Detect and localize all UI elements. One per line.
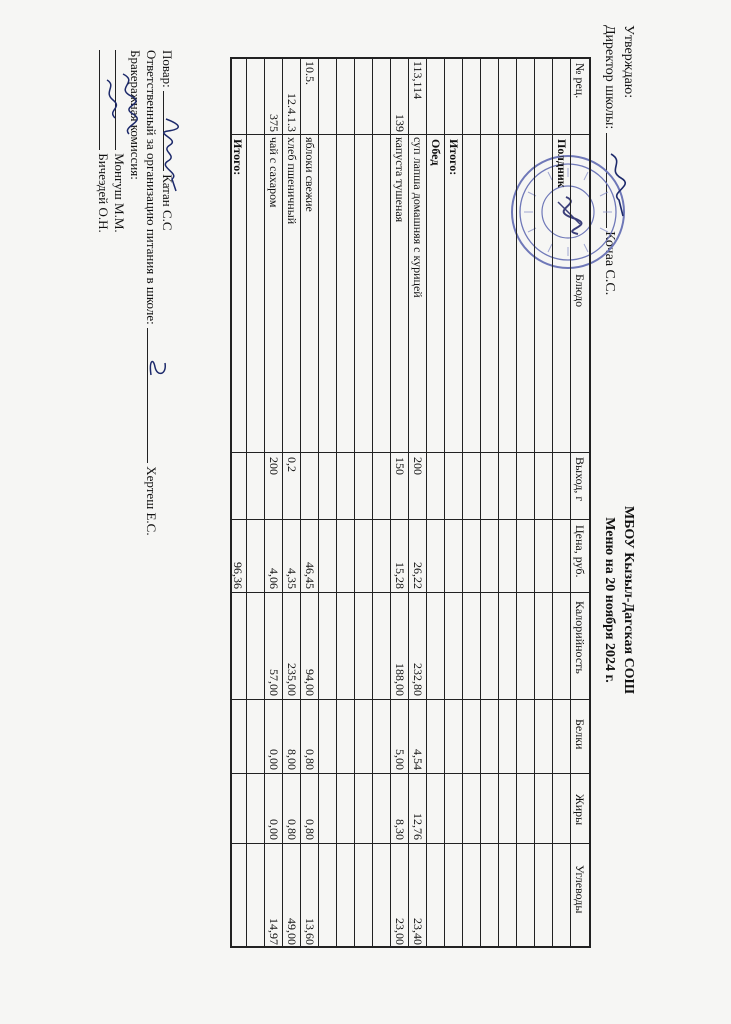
row3-rec: 10.5. <box>303 61 317 85</box>
row3-fat: 0,80 <box>303 819 317 840</box>
row4-yield: 0,2 <box>285 457 299 472</box>
row5-dish: чай с сахаром <box>267 137 281 208</box>
row1-protein: 4,54 <box>411 749 425 770</box>
row1-dish: суп лапша домашняя с курицей <box>411 137 425 298</box>
row5-protein: 0,00 <box>267 749 281 770</box>
col-header-yield: Выход, г <box>573 457 587 502</box>
grand-total-label: Итого: <box>231 139 245 176</box>
row4-rec: 12.4.1.3 <box>285 93 299 132</box>
row3-carbs: 13,60 <box>303 918 317 945</box>
responsible-label: Ответственный за организацию питания в школе: <box>144 50 159 325</box>
commission-label: Бракеражная комиссия: <box>128 50 143 180</box>
row4-protein: 8,00 <box>285 749 299 770</box>
director-signature-scribble <box>603 150 629 220</box>
row2-protein: 5,00 <box>393 749 407 770</box>
director-label: Директор школы: <box>602 25 617 130</box>
row4-price: 4,35 <box>285 568 299 589</box>
row2-dish: капуста тушеная <box>393 137 407 223</box>
row1-fat: 12,76 <box>411 813 425 840</box>
col-header-dish: Блюдо <box>573 274 587 308</box>
row3-protein: 0,80 <box>303 749 317 770</box>
row1-yield: 200 <box>411 457 425 475</box>
cook-label: Повар: <box>160 50 175 88</box>
approval-label: Утверждаю: <box>621 25 636 99</box>
row1-rec: 113,114 <box>411 61 425 100</box>
commission-member2: Бичеэдей О.Н. <box>96 153 111 233</box>
col-header-carbs: Углеводы <box>573 865 587 914</box>
row2-yield: 150 <box>393 457 407 475</box>
responsible-signature-scribble <box>147 355 169 385</box>
row1-carbs: 23,40 <box>411 918 425 945</box>
director-name: Кочаа С.С. <box>602 231 617 296</box>
col-header-protein: Белки <box>573 719 587 750</box>
row5-carbs: 14,97 <box>267 918 281 945</box>
row4-calories: 235,00 <box>285 663 299 696</box>
row4-fat: 0,80 <box>285 819 299 840</box>
row4-carbs: 49,00 <box>285 918 299 945</box>
row5-calories: 57,00 <box>267 669 281 696</box>
row2-fat: 8,30 <box>393 819 407 840</box>
row3-calories: 94,00 <box>303 669 317 696</box>
menu-table <box>230 57 591 948</box>
col-header-rec: № рец. <box>573 63 587 99</box>
row5-price: 4,06 <box>267 568 281 589</box>
row2-rec: 139 <box>393 114 407 132</box>
row5-rec: 375 <box>267 114 281 132</box>
row1-calories: 232,80 <box>411 663 425 696</box>
row5-yield: 200 <box>267 457 281 475</box>
row2-carbs: 23,00 <box>393 918 407 945</box>
row4-dish: хлеб пшеничный <box>285 137 299 225</box>
row2-price: 15,28 <box>393 562 407 589</box>
row5-fat: 0,00 <box>267 819 281 840</box>
cook-signature-scribble <box>160 115 186 195</box>
member2-signature-blank <box>99 50 100 150</box>
row2-calories: 188,00 <box>393 663 407 696</box>
responsible-name: Хертеш Е.С. <box>144 466 159 536</box>
row1-price: 26,22 <box>411 562 425 589</box>
row3-dish: яблоки свежие <box>303 137 317 212</box>
grand-total-price: 96,36 <box>231 562 245 589</box>
col-header-fat: Жиры <box>573 794 587 826</box>
school-name: МБОУ Кызыл-Дагская СОШ <box>621 506 636 694</box>
commission-member1: Монгуш М.М. <box>112 153 127 233</box>
section-lunch: Обед <box>429 139 443 166</box>
responsible-line <box>143 50 159 536</box>
col-header-price: Цена, руб. <box>573 525 587 578</box>
cook-name: Катан С.С <box>160 174 175 231</box>
row3-price: 46,45 <box>303 562 317 589</box>
col-header-calories: Калорийность <box>573 601 587 674</box>
section-total: Итого: <box>447 139 461 176</box>
menu-date: Меню на 20 ноября 2024 г. <box>602 517 617 683</box>
responsible-signature-blank <box>147 328 148 463</box>
section-snack: Полдник <box>555 139 569 188</box>
commission-signatures-scribble <box>101 70 141 140</box>
